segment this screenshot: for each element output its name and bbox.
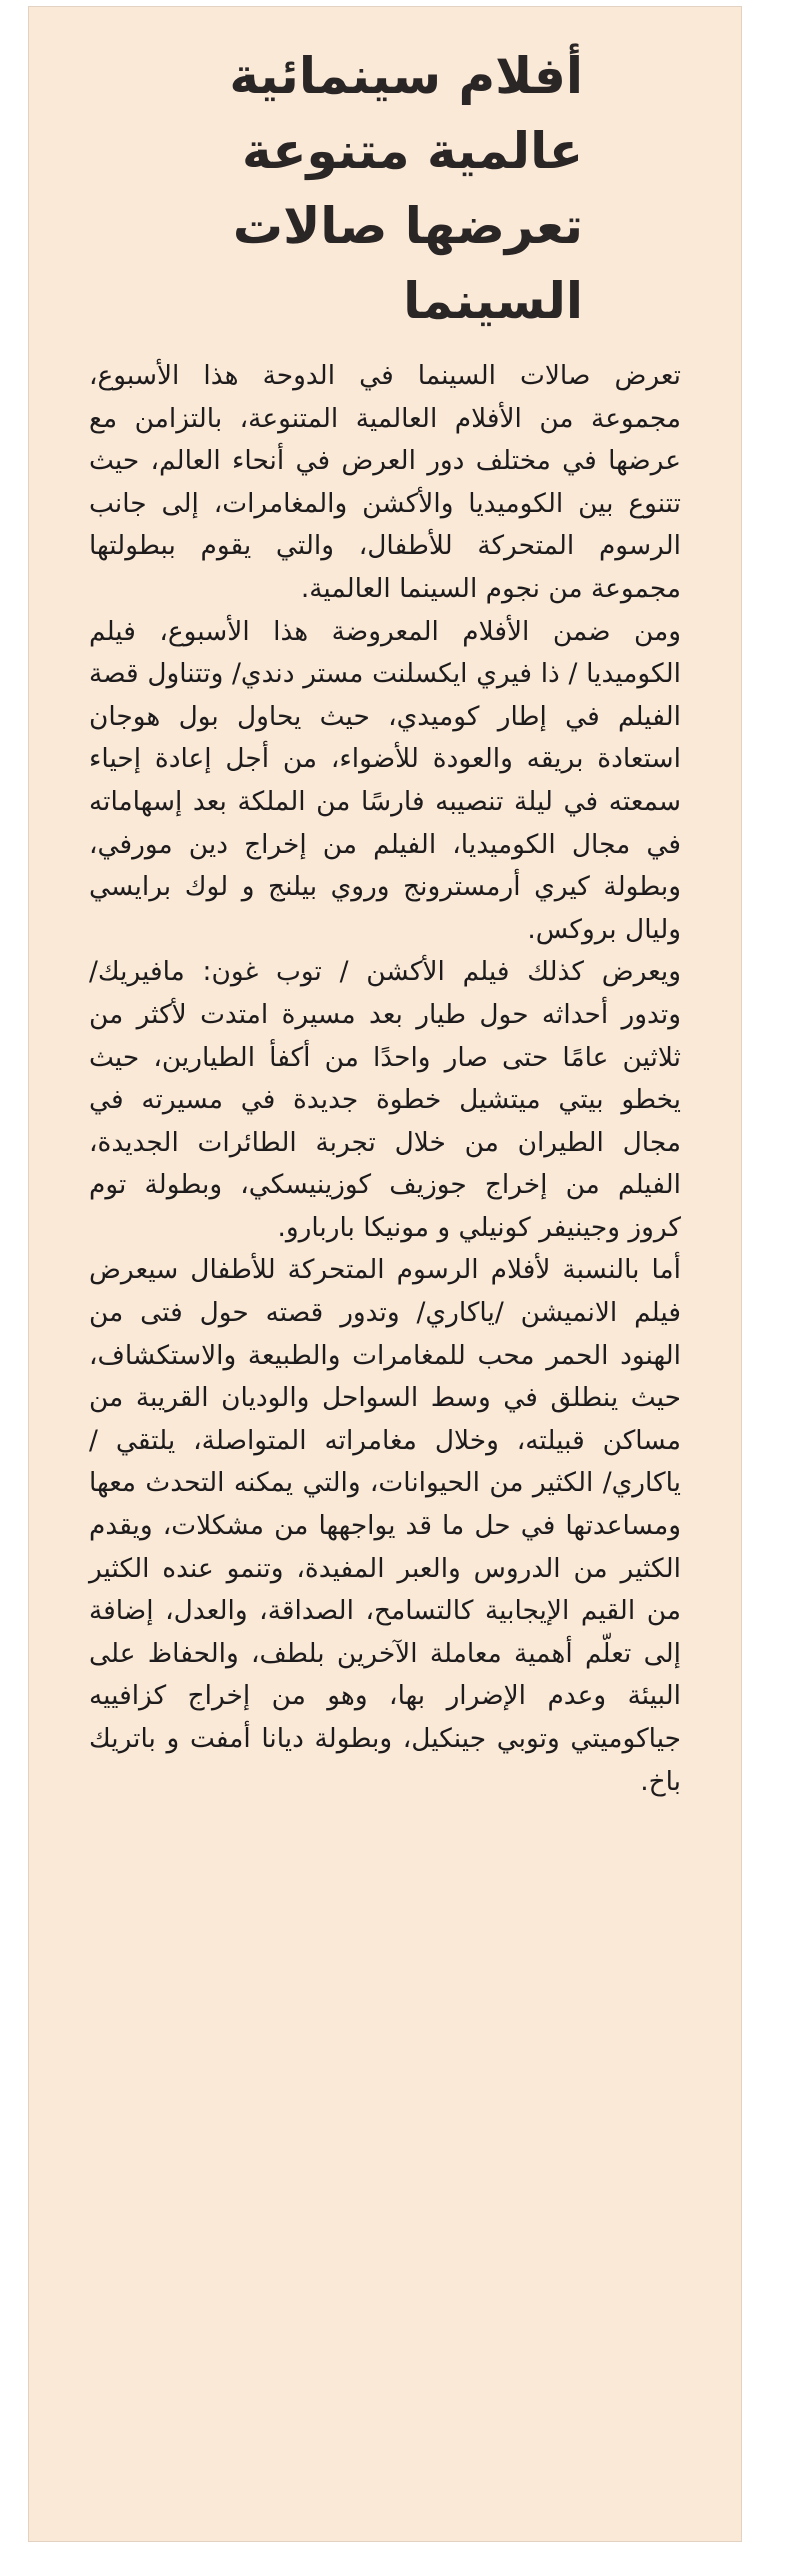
article-paragraph: ويعرض كذلك فيلم الأكشن / توب غون: مافيريك/ وتدور أحداثه حول طيار بعد مسيرة امتدت لأكثر من ثلاثين عامًا حتى صار واحدًا من أكفأ الطيارين، حيث يخطو بيتي ميتشيل خطوة جديدة في مسيرته في مجال الطيران من خلال تجربة الطائرات الجديدة، الفيلم من إخراج جوزيف كوزينيسكي، وبطولة توم كروز وجينيفر كونيلي و مونيكا باربارو. <box>89 956 681 1243</box>
article-paragraph: أما بالنسبة لأفلام الرسوم المتحركة للأطفال سيعرض فيلم الانميشن /ياكاري/ وتدور قصته حول فتى من الهنود الحمر محب للمغامرات والطبيعة والاستكشاف، حيث ينطلق في وسط السواحل والوديان القريبة من مساكن قبيلته، وخلال مغامراته المتواصلة، يلتقي /ياكاري/ الكثير من الحيوانات، والتي يمكنه التحدث معها ومساعدتها في حل ما قد يواجهها من مشكلات، ويقدم الكثير من الدروس والعبر المفيدة، وتنمو عنده الكثير من القيم الإيجابية كالتسامح، الصداقة، والعدل، إضافة إلى تعلّم أهمية معاملة الآخرين بلطف، والحفاظ على البيئة وعدم الإضرار بها، وهو من إخراج كزافييه جياكوميتي وتوبي جينكيل، وبطولة ديانا أمفت و باتريك باخ. <box>89 1254 681 1797</box>
article-column <box>28 6 742 2542</box>
article-content <box>89 39 681 1803</box>
article-paragraph: ومن ضمن الأفلام المعروضة هذا الأسبوع، فيلم الكوميديا / ذا فيري ايكسلنت مستر دندي/ وتتناول قصة الفيلم في إطار كوميدي، حيث يحاول بول هوجان استعادة بريقه والعودة للأضواء، من أجل إعادة إحياء سمعته في ليلة تنصيبه فارسًا من الملكة بعد إسهاماته في مجال الكوميديا، الفيلم من إخراج دين مورفي، وبطولة كيري أرمسترونج وروي بيلنج و لوك برايسي وليال بروكس. <box>89 615 681 945</box>
article-headline: أفلام سينمائية عالمية متنوعة تعرضها صالات السينما <box>229 47 583 330</box>
article-body <box>89 355 681 1803</box>
article-paragraph: تعرض صالات السينما في الدوحة هذا الأسبوع، مجموعة من الأفلام العالمية المتنوعة، بالتزامن مع عرضها في مختلف دور العرض في أنحاء العالم، حيث تتنوع بين الكوميديا والأكشن والمغامرات، إلى جانب الرسوم المتحركة للأطفال، والتي يقوم ببطولتها مجموعة من نجوم السينما العالمية. <box>89 360 681 604</box>
